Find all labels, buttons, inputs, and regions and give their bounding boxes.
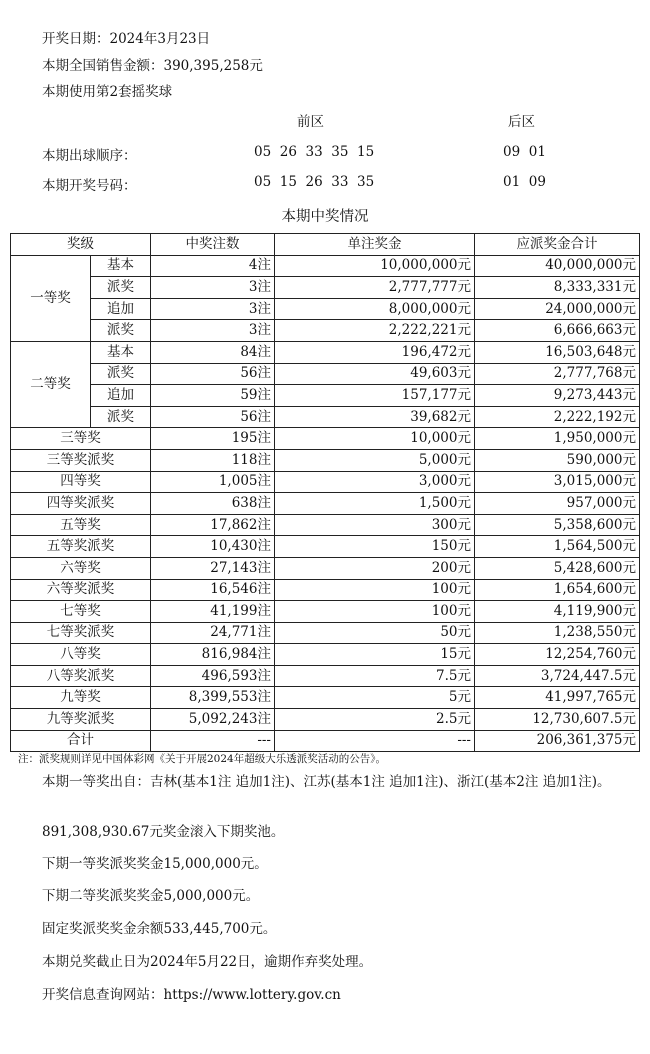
front-zone-label: 前区 xyxy=(297,114,324,130)
level-cell: 八等奖派奖 xyxy=(11,665,151,687)
website-info: 开奖信息查询网站：https://www.lottery.gov.cn xyxy=(42,987,341,1003)
total-cell: 3,015,000元 xyxy=(475,471,640,493)
count-cell: 16,546注 xyxy=(151,579,275,601)
unit-cell: 200元 xyxy=(275,557,475,579)
sub-level: 派奖 xyxy=(91,277,151,299)
unit-cell: 7.5元 xyxy=(275,665,475,687)
sub-level: 派奖 xyxy=(91,320,151,342)
total-cell: 1,950,000元 xyxy=(475,428,640,450)
fixed-bonus-balance: 固定奖派奖奖金余额533,445,700元。 xyxy=(42,921,277,937)
table-row xyxy=(11,385,640,407)
table-row xyxy=(11,320,640,342)
count-cell: 638注 xyxy=(151,493,275,515)
count-cell: 59注 xyxy=(151,385,275,407)
count-cell: 3注 xyxy=(151,298,275,320)
total-cell: 12,730,607.5元 xyxy=(475,709,640,731)
table-header-row xyxy=(11,234,640,256)
count-cell: 27,143注 xyxy=(151,557,275,579)
count-cell: 84注 xyxy=(151,341,275,363)
table-row xyxy=(11,514,640,536)
level-cell: 六等奖派奖 xyxy=(11,579,151,601)
unit-cell: --- xyxy=(275,730,475,752)
table-row xyxy=(11,493,640,515)
total-cell: 12,254,760元 xyxy=(475,644,640,666)
group-second-prize: 二等奖 xyxy=(11,341,91,427)
table-row xyxy=(11,277,640,299)
unit-cell: 2.5元 xyxy=(275,709,475,731)
unit-cell: 3,000元 xyxy=(275,471,475,493)
winning-numbers-front: 05 15 26 33 35 xyxy=(254,174,375,190)
header-unit: 单注奖金 xyxy=(275,234,475,256)
total-cell: 5,428,600元 xyxy=(475,557,640,579)
winning-numbers-label: 本期开奖号码： xyxy=(42,178,137,194)
grand-total: 206,361,375元 xyxy=(475,730,640,752)
level-cell: 七等奖 xyxy=(11,601,151,623)
winning-numbers-back: 01 09 xyxy=(503,174,546,190)
total-cell: 590,000元 xyxy=(475,449,640,471)
table-row xyxy=(11,341,640,363)
table-row xyxy=(11,579,640,601)
count-cell: 3注 xyxy=(151,320,275,342)
next-first-prize-bonus: 下期一等奖派奖奖金15,000,000元。 xyxy=(42,856,268,872)
count-cell: 816,984注 xyxy=(151,644,275,666)
count-cell: 5,092,243注 xyxy=(151,709,275,731)
total-cell: 3,724,447.5元 xyxy=(475,665,640,687)
count-cell: 3注 xyxy=(151,277,275,299)
level-cell: 七等奖派奖 xyxy=(11,622,151,644)
count-cell: 8,399,553注 xyxy=(151,687,275,709)
total-cell: 40,000,000元 xyxy=(475,255,640,277)
draw-order-front: 05 26 33 35 15 xyxy=(254,144,375,160)
total-cell: 1,654,600元 xyxy=(475,579,640,601)
unit-cell: 10,000,000元 xyxy=(275,255,475,277)
total-cell: 41,997,765元 xyxy=(475,687,640,709)
count-cell: 17,862注 xyxy=(151,514,275,536)
total-cell: 2,222,192元 xyxy=(475,406,640,428)
table-row xyxy=(11,428,640,450)
count-cell: 41,199注 xyxy=(151,601,275,623)
unit-cell: 39,682元 xyxy=(275,406,475,428)
total-cell: 5,358,600元 xyxy=(475,514,640,536)
draw-date: 开奖日期：2024年3月23日 xyxy=(42,31,211,47)
header-count: 中奖注数 xyxy=(151,234,275,256)
table-total-row xyxy=(11,730,640,752)
claim-deadline: 本期兑奖截止日为2024年5月22日，逾期作弃奖处理。 xyxy=(42,954,373,970)
total-cell: 957,000元 xyxy=(475,493,640,515)
draw-order-label: 本期出球顺序： xyxy=(42,148,137,164)
table-row xyxy=(11,709,640,731)
next-second-prize-bonus: 下期二等奖派奖奖金5,000,000元。 xyxy=(42,888,260,904)
count-cell: 24,771注 xyxy=(151,622,275,644)
unit-cell: 8,000,000元 xyxy=(275,298,475,320)
unit-cell: 100元 xyxy=(275,579,475,601)
level-cell: 六等奖 xyxy=(11,557,151,579)
table-row xyxy=(11,298,640,320)
total-cell: 16,503,648元 xyxy=(475,341,640,363)
table-row xyxy=(11,471,640,493)
table-title: 本期中奖情况 xyxy=(281,209,369,225)
unit-cell: 2,777,777元 xyxy=(275,277,475,299)
level-cell: 四等奖派奖 xyxy=(11,493,151,515)
sub-level: 追加 xyxy=(91,298,151,320)
total-cell: 24,000,000元 xyxy=(475,298,640,320)
total-cell: 1,238,550元 xyxy=(475,622,640,644)
unit-cell: 50元 xyxy=(275,622,475,644)
total-cell: 4,119,900元 xyxy=(475,601,640,623)
table-row xyxy=(11,363,640,385)
level-cell: 三等奖 xyxy=(11,428,151,450)
table-row xyxy=(11,536,640,558)
first-prize-winners: 本期一等奖出自：吉林(基本1注 追加1注)、江苏(基本1注 追加1注)、浙江(基本2注 追加1注)。 xyxy=(42,774,611,790)
count-cell: --- xyxy=(151,730,275,752)
jackpot-rollover: 891,308,930.67元奖金滚入下期奖池。 xyxy=(42,824,285,840)
table-row xyxy=(11,255,640,277)
header-total: 应派奖金合计 xyxy=(475,234,640,256)
sub-level: 派奖 xyxy=(91,406,151,428)
group-first-prize: 一等奖 xyxy=(11,255,91,341)
count-cell: 118注 xyxy=(151,449,275,471)
count-cell: 56注 xyxy=(151,363,275,385)
total-label: 合计 xyxy=(11,730,151,752)
table-row xyxy=(11,406,640,428)
unit-cell: 300元 xyxy=(275,514,475,536)
unit-cell: 5元 xyxy=(275,687,475,709)
back-zone-label: 后区 xyxy=(508,114,535,130)
unit-cell: 5,000元 xyxy=(275,449,475,471)
level-cell: 八等奖 xyxy=(11,644,151,666)
level-cell: 五等奖 xyxy=(11,514,151,536)
level-cell: 三等奖派奖 xyxy=(11,449,151,471)
unit-cell: 157,177元 xyxy=(275,385,475,407)
sub-level: 派奖 xyxy=(91,363,151,385)
unit-cell: 1,500元 xyxy=(275,493,475,515)
footnote: 注：派奖规则详见中国体彩网《关于开展2024年超级大乐透派奖活动的公告》。 xyxy=(18,753,386,765)
table-row xyxy=(11,644,640,666)
sub-level: 基本 xyxy=(91,341,151,363)
total-cell: 1,564,500元 xyxy=(475,536,640,558)
table-row xyxy=(11,665,640,687)
unit-cell: 2,222,221元 xyxy=(275,320,475,342)
level-cell: 四等奖 xyxy=(11,471,151,493)
count-cell: 195注 xyxy=(151,428,275,450)
level-cell: 九等奖派奖 xyxy=(11,709,151,731)
unit-cell: 10,000元 xyxy=(275,428,475,450)
total-cell: 8,333,331元 xyxy=(475,277,640,299)
unit-cell: 100元 xyxy=(275,601,475,623)
table-row xyxy=(11,557,640,579)
unit-cell: 49,603元 xyxy=(275,363,475,385)
sub-level: 追加 xyxy=(91,385,151,407)
table-row xyxy=(11,449,640,471)
header-level: 奖级 xyxy=(11,234,151,256)
ball-set: 本期使用第2套摇奖球 xyxy=(42,84,173,100)
table-row xyxy=(11,622,640,644)
draw-order-back: 09 01 xyxy=(503,144,546,160)
level-cell: 九等奖 xyxy=(11,687,151,709)
unit-cell: 150元 xyxy=(275,536,475,558)
count-cell: 4注 xyxy=(151,255,275,277)
prize-table xyxy=(10,233,640,752)
unit-cell: 15元 xyxy=(275,644,475,666)
count-cell: 496,593注 xyxy=(151,665,275,687)
count-cell: 10,430注 xyxy=(151,536,275,558)
sales-amount: 本期全国销售金额：390,395,258元 xyxy=(42,58,263,74)
total-cell: 9,273,443元 xyxy=(475,385,640,407)
table-row xyxy=(11,601,640,623)
table-row xyxy=(11,687,640,709)
count-cell: 56注 xyxy=(151,406,275,428)
total-cell: 6,666,663元 xyxy=(475,320,640,342)
count-cell: 1,005注 xyxy=(151,471,275,493)
sub-level: 基本 xyxy=(91,255,151,277)
total-cell: 2,777,768元 xyxy=(475,363,640,385)
unit-cell: 196,472元 xyxy=(275,341,475,363)
level-cell: 五等奖派奖 xyxy=(11,536,151,558)
